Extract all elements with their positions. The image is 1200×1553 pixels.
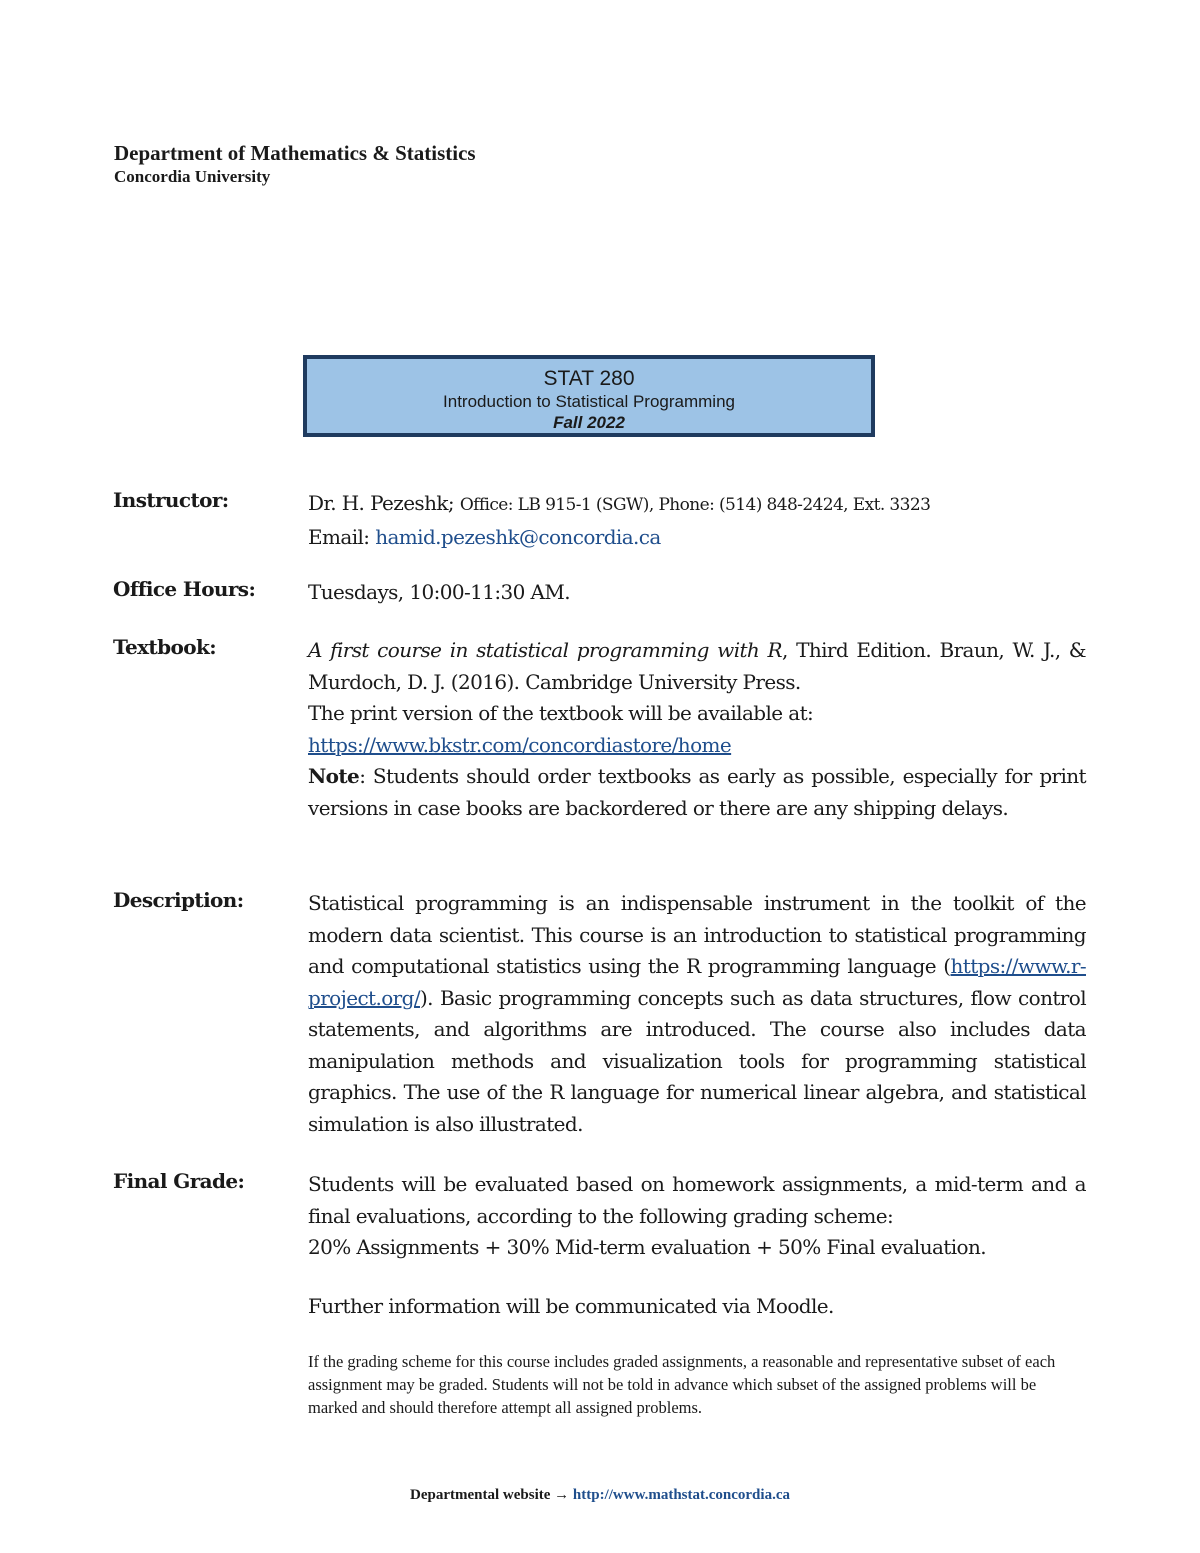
office-hours-section [308, 577, 1086, 609]
description-section [308, 888, 1086, 1140]
final-grade-text: Students will be evaluated based on homework assignments, a mid-term and a final evaluations, according to the following grading scheme: [308, 1172, 1086, 1228]
grading-fine-print: If the grading scheme for this course includes graded assignments, a reasonable and representative subset of each assignment may be graded. Students will not be told in advance which subset of the assigned problems will be marked and should therefore attempt all assigned problems. [308, 1352, 1056, 1417]
arrow-icon: → [554, 1487, 570, 1503]
grading-scheme: 20% Assignments + 30% Mid-term evaluation + 50% Final evaluation. [308, 1235, 987, 1259]
instructor-email-link[interactable]: hamid.pezeshk@concordia.ca [375, 524, 661, 549]
note-text: : Students should order textbooks as early as possible, especially for print versions in case books are backordered or there are any shipping delays. [308, 764, 1086, 820]
instructor-section [308, 488, 1086, 553]
instructor-name: Dr. H. Pezeshk; [308, 491, 455, 515]
footer [0, 1487, 1200, 1504]
bookstore-link[interactable]: https://www.bkstr.com/concordiastore/home [308, 732, 732, 757]
textbook-section [308, 635, 1086, 824]
textbook-label: Textbook: [113, 635, 216, 659]
email-label: Email: [308, 524, 370, 549]
note-label: Note [308, 764, 360, 788]
final-grade-label: Final Grade: [113, 1169, 245, 1193]
footer-label: Departmental website [410, 1487, 551, 1503]
final-grade-section [308, 1169, 1086, 1322]
course-code: STAT 280 [543, 367, 635, 390]
university-name: Concordia University [114, 167, 271, 186]
office-hours-label: Office Hours: [113, 577, 256, 601]
department-website-link[interactable]: http://www.mathstat.concordia.ca [572, 1487, 790, 1503]
moodle-note: Further information will be communicated via Moodle. [308, 1293, 834, 1318]
description-text-after: ). Basic programming concepts such as data structures, flow control statements, and algorithms are introduced. The course also includes data manipulation methods and visualization tools for programming statistical graphics. The use of the R language for numerical linear algebra, and statistical simulation is also illustrated. [308, 985, 1086, 1136]
r-project-link[interactable]: https://www.r-project.org/ [308, 954, 1086, 1010]
textbook-availability: The print version of the textbook will be available at: [308, 701, 814, 725]
instructor-label: Instructor: [113, 488, 229, 512]
course-title: Introduction to Statistical Programming [443, 392, 735, 411]
description-label: Description: [113, 888, 244, 912]
course-term: Fall 2022 [553, 413, 625, 432]
department-name: Department of Mathematics & Statistics [114, 141, 476, 165]
office-hours-text: Tuesdays, 10:00-11:30 AM. [308, 580, 570, 604]
course-title-box [303, 355, 875, 437]
instructor-details: Office: LB 915-1 (SGW), Phone: (514) 848-2424, Ext. 3323 [459, 495, 931, 515]
textbook-title: A first course in statistical programming with R [308, 638, 783, 662]
textbook-citation: , Third Edition. Braun, W. J., & Murdoch, D. J. (2016). Cambridge University Press. [308, 638, 1087, 694]
description-text-before: Statistical programming is an indispensable instrument in the toolkit of the modern data scientist. This course is an introduction to statistical programming and computational statistics using the R programming language ( [308, 891, 1086, 978]
